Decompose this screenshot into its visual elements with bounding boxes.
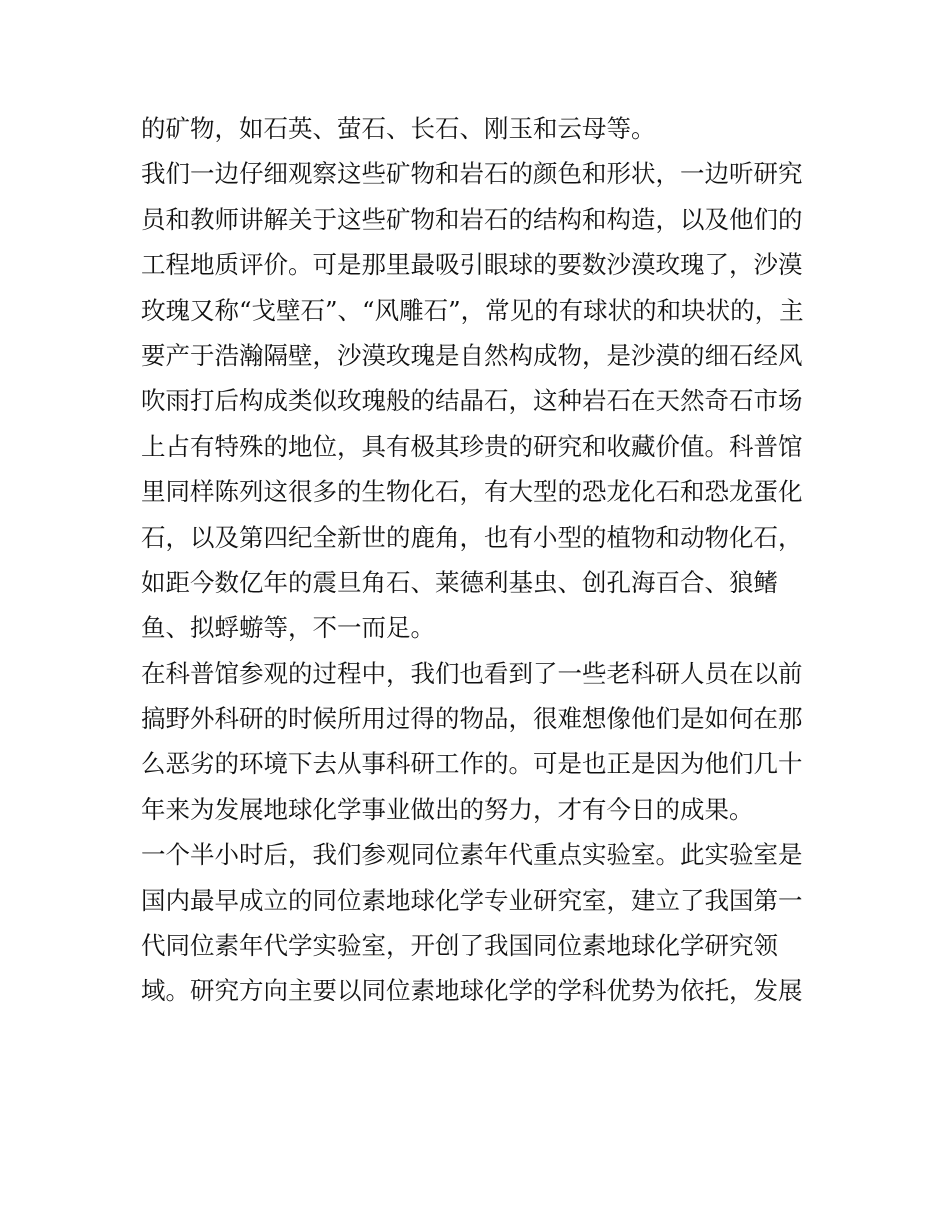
text-line: 的矿物，如石英、萤石、长石、刚玉和云母等。 [141,114,656,143]
text-line: 工程地质评价。可是那里最吸引眼球的要数沙漠玫瑰了，沙漠 [141,250,803,280]
text-line: 如距今数亿年的震旦角石、莱德利基虫、创孔海百合、狼鳍 [141,567,778,597]
text-line: 吹雨打后构成类似玫瑰般的结晶石，这种岩石在天然奇石市场 [141,386,803,416]
text-line: 我们一边仔细观察这些矿物和岩石的颜色和形状，一边听研究 [141,159,803,189]
text-line: 在科普馆参观的过程中，我们也看到了一些老科研人员在以前 [141,658,803,688]
text-line: 一个半小时后，我们参观同位素年代重点实验室。此实验室是 [141,840,803,870]
text-line: 域。研究方向主要以同位素地球化学的学科优势为依托，发展 [141,976,803,1006]
text-line: 国内最早成立的同位素地球化学专业研究室，建立了我国第一 [141,885,803,915]
text-line: 要产于浩瀚隔壁，沙漠玫瑰是自然构成物，是沙漠的细石经风 [141,340,803,370]
text-line: 搞野外科研的时候所用过得的物品，很难想像他们是如何在那 [141,704,803,734]
text-line: 员和教师讲解关于这些矿物和岩石的结构和构造，以及他们的 [141,204,803,234]
text-line: 鱼、拟蜉蝣等，不一而足。 [141,613,435,643]
text-line: 玫瑰又称“戈壁石”、“风雕石”，常见的有球状的和块状的，主 [141,295,804,325]
text-line: 石，以及第四纪全新世的鹿角，也有小型的植物和动物化石， [141,522,803,552]
text-line: 么恶劣的环境下去从事科研工作的。可是也正是因为他们几十 [141,749,803,779]
body-text [141,106,821,1014]
text-line: 上占有特殊的地位，具有极其珍贵的研究和收藏价值。科普馆 [141,431,803,461]
text-line: 代同位素年代学实验室，开创了我国同位素地球化学研究领 [141,931,778,961]
text-line: 年来为发展地球化学事业做出的努力，才有今日的成果。 [141,794,754,824]
text-line: 里同样陈列这很多的生物化石，有大型的恐龙化石和恐龙蛋化 [141,477,803,507]
